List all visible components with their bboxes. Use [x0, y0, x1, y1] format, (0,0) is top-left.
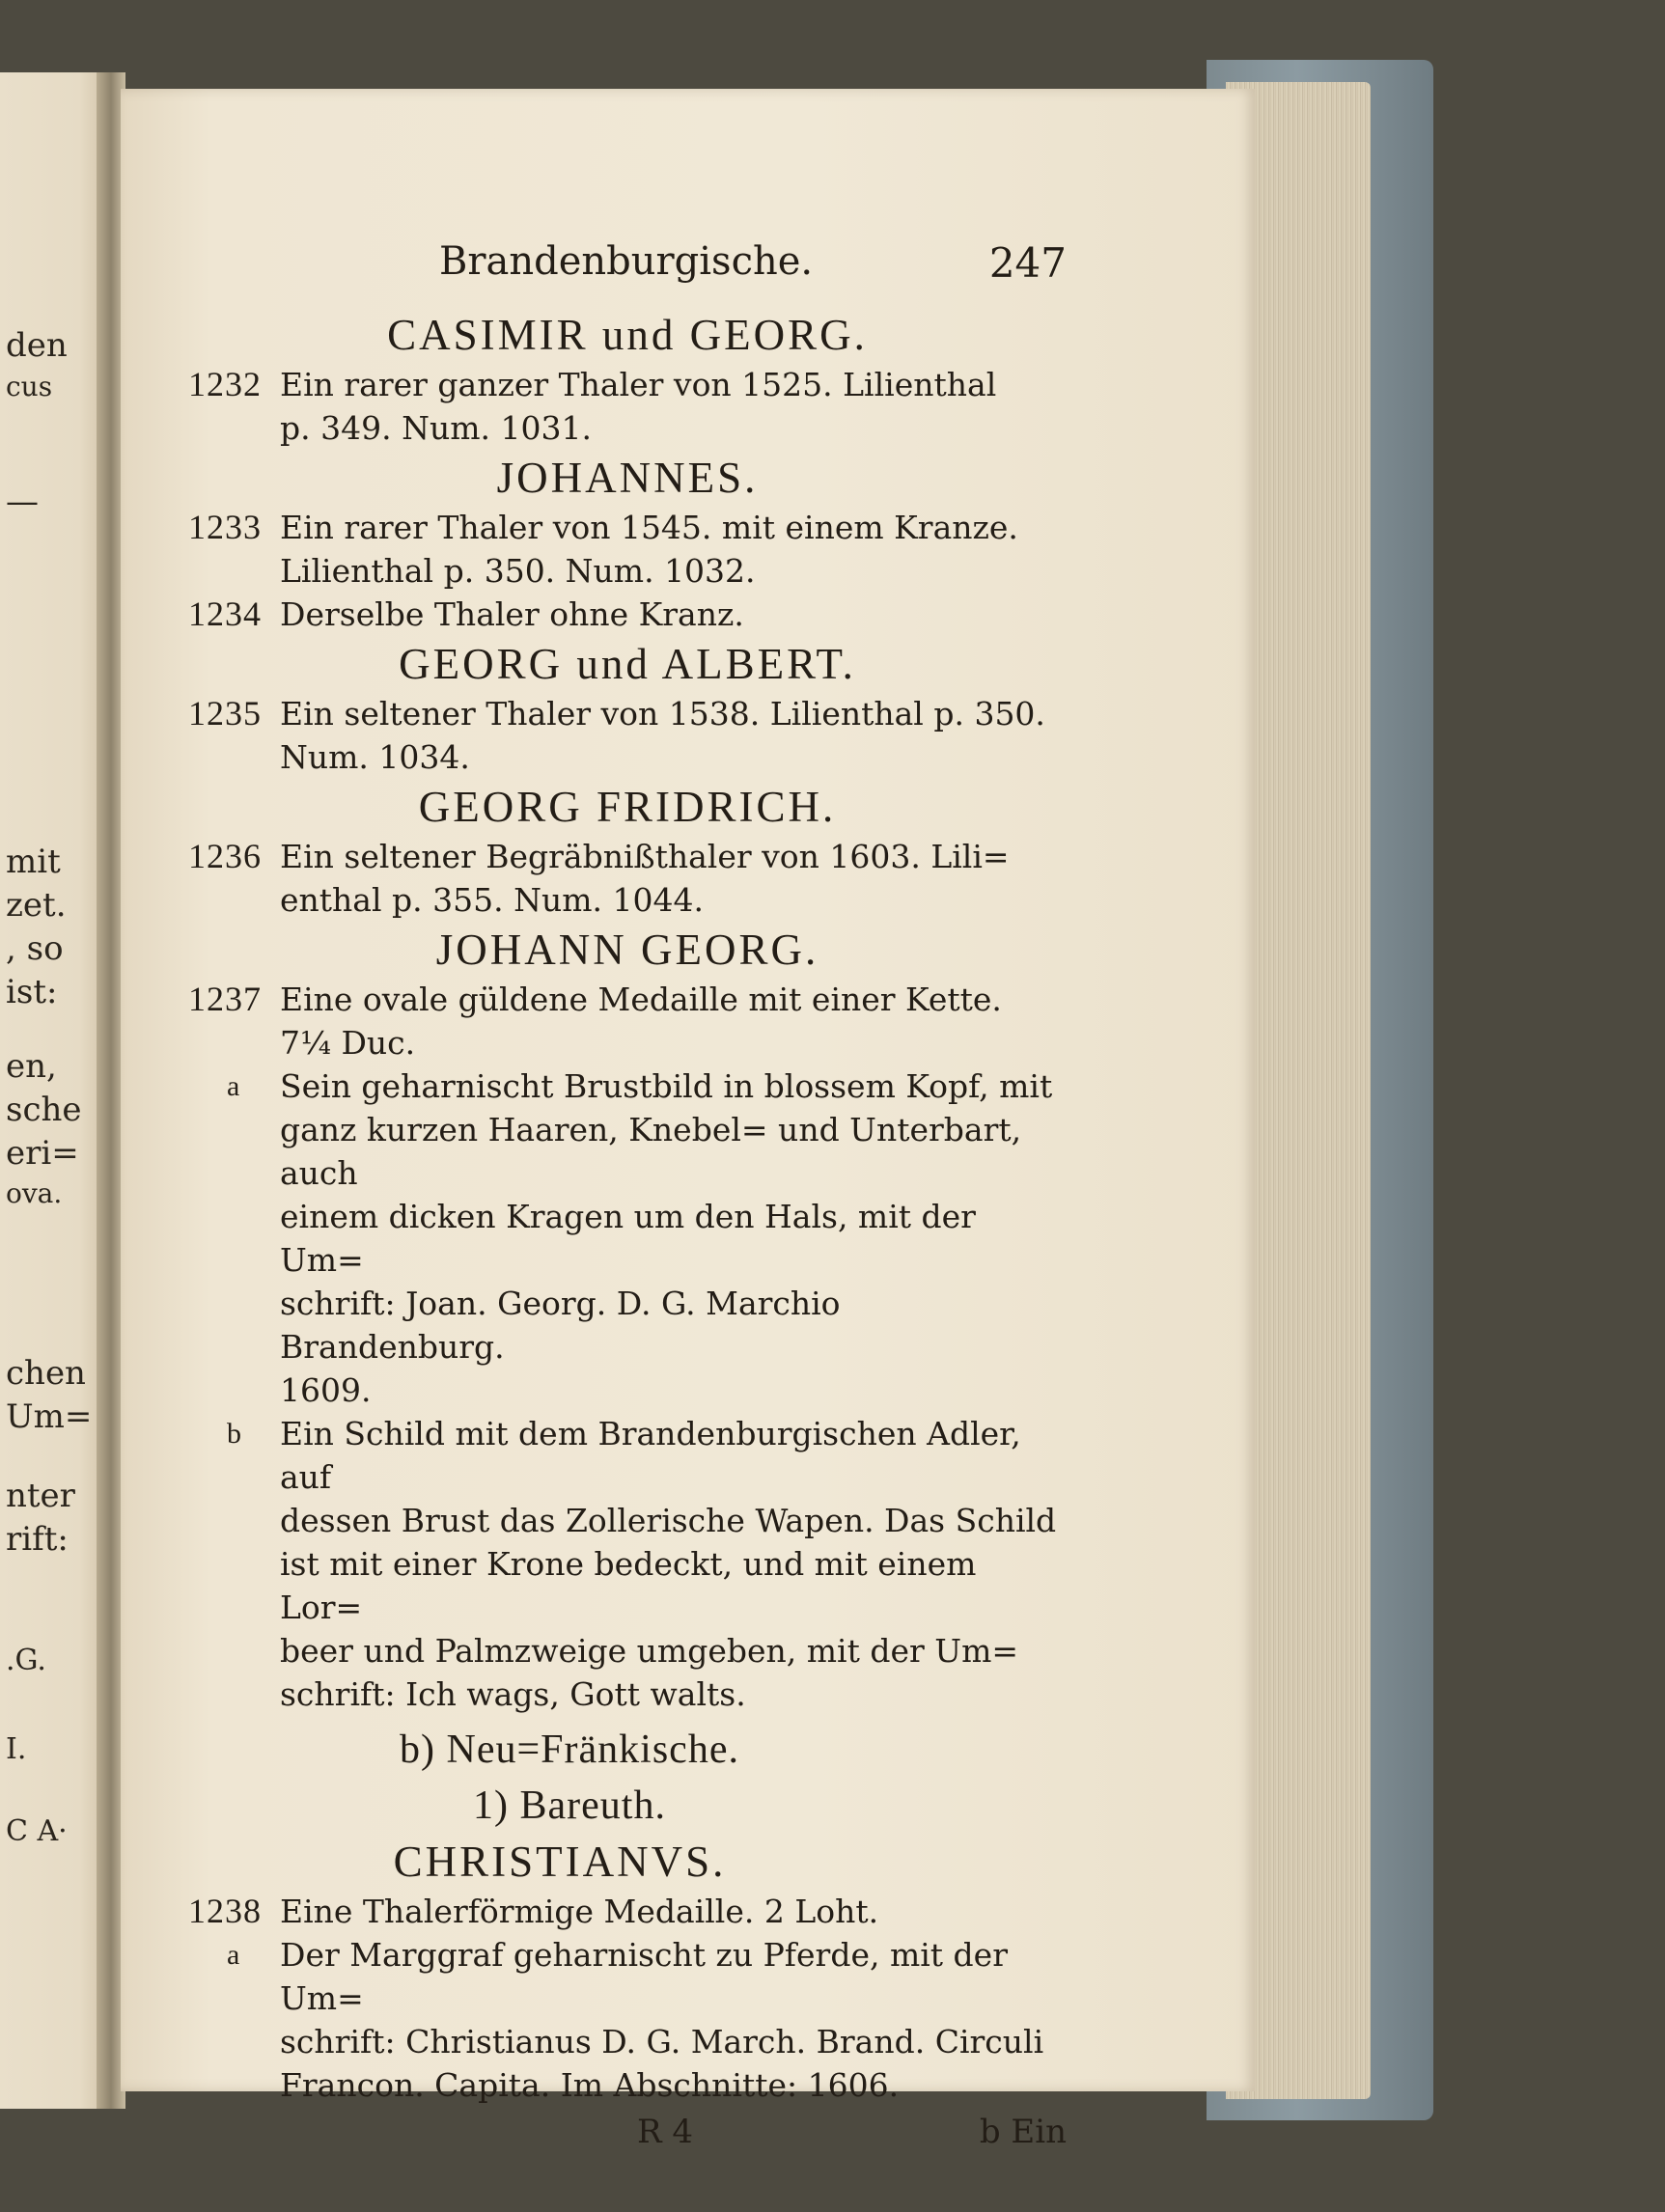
description-line: Francon. Capita. Im Abschnitte: 1606. — [280, 2066, 900, 2104]
catalog-entry — [188, 506, 1067, 593]
entry-line: Eine ovale güldene Medaille mit einer Kette. — [280, 981, 1002, 1018]
left-fragment: nter — [6, 1477, 75, 1515]
entry-line: enthal p. 355. Num. 1044. — [280, 881, 704, 919]
left-fragment: C A· — [6, 1814, 68, 1848]
entry-line: Ein seltener Thaler von 1538. Lilienthal p. 350. — [280, 695, 1045, 733]
left-fragment: rift: — [6, 1520, 69, 1559]
left-fragment: eri= — [6, 1134, 79, 1173]
description-line: schrift: Christianus D. G. March. Brand. Circuli — [280, 2023, 1044, 2060]
catalog-entry — [188, 1890, 1067, 1933]
catchword: b Ein — [979, 2113, 1067, 2151]
left-fragment: sche — [6, 1091, 82, 1129]
entry-line: Num. 1034. — [280, 738, 470, 776]
description-letter: b — [227, 1418, 241, 1450]
description-line: 1609. — [280, 1371, 372, 1409]
entry-number: 1238 — [188, 1892, 262, 1930]
left-fragment: den — [6, 326, 68, 365]
left-fragment: .G. — [6, 1644, 46, 1677]
entry-line: Ein rarer Thaler von 1545. mit einem Kranze. — [280, 509, 1018, 546]
left-fragment: , so — [6, 929, 64, 968]
description-line: Ein Schild mit dem Brandenburgischen Adler, auf — [280, 1415, 1021, 1496]
running-title: Brandenburgische. — [439, 239, 814, 284]
entry-number: 1232 — [188, 365, 262, 403]
description-line: schrift: Joan. Georg. D. G. Marchio Brandenburg. — [280, 1285, 841, 1366]
section-heading: JOHANNES. — [496, 454, 759, 502]
description-line: beer und Palmzweige umgeben, mit der Um= — [280, 1632, 1019, 1670]
entry-number: 1237 — [188, 980, 262, 1018]
entry-line: Derselbe Thaler ohne Kranz. — [280, 595, 744, 633]
left-fragment: zet. — [6, 886, 67, 925]
description-line: ganz kurzen Haaren, Knebel= und Unterbart, auch — [280, 1111, 1022, 1192]
left-fragment: ova. — [6, 1177, 63, 1209]
description-line: dessen Brust das Zollerische Wapen. Das Schild — [280, 1502, 1057, 1539]
description-line: einem dicken Kragen um den Hals, mit der Um= — [280, 1198, 976, 1279]
running-head — [188, 239, 1067, 307]
left-fragment: mit — [6, 843, 61, 881]
entry-number: 1234 — [188, 594, 262, 633]
entry-line: Eine Thalerförmige Medaille. 2 Loht. — [280, 1893, 879, 1930]
entry-number: 1236 — [188, 837, 262, 875]
page-footer — [188, 2113, 1067, 2161]
entry-line: p. 349. Num. 1031. — [280, 409, 592, 447]
entry-number: 1235 — [188, 694, 262, 733]
section-heading: CASIMIR und GEORG. — [387, 311, 868, 359]
entry-description — [188, 1412, 1067, 1716]
subsection-heading: b) Neu=Fränkische. — [400, 1728, 739, 1772]
section-heading: CHRISTIANVS. — [393, 1838, 727, 1886]
section-heading: JOHANN GEORG. — [435, 926, 819, 974]
catalog-entry — [188, 978, 1067, 1065]
left-fragment: ist: — [6, 973, 58, 1011]
entry-description — [188, 1933, 1067, 2107]
catalog-entry — [188, 593, 1067, 636]
left-fragment: I. — [6, 1732, 27, 1766]
entry-number: 1233 — [188, 508, 262, 546]
description-letter: a — [227, 1939, 240, 1971]
entry-line: Lilienthal p. 350. Num. 1032. — [280, 552, 756, 590]
catalog-entry — [188, 835, 1067, 922]
signature-mark: R 4 — [637, 2113, 694, 2151]
page-content — [188, 239, 1067, 2161]
catalog-entry — [188, 363, 1067, 450]
entry-line: Ein seltener Begräbnißthaler von 1603. Lili= — [280, 838, 1010, 875]
description-line: schrift: Ich wags, Gott walts. — [280, 1675, 746, 1713]
page-number: 247 — [988, 239, 1067, 287]
left-fragment: chen — [6, 1354, 86, 1393]
entry-line: Ein rarer ganzer Thaler von 1525. Lilienthal — [280, 366, 997, 403]
section-heading: GEORG FRIDRICH. — [418, 783, 837, 831]
catalog-entry — [188, 692, 1067, 779]
left-fragment: en, — [6, 1047, 57, 1086]
description-letter: a — [227, 1070, 240, 1102]
left-fragment: cus — [6, 371, 53, 402]
left-fragment: — — [6, 483, 39, 521]
description-line: Der Marggraf geharnischt zu Pferde, mit der Um= — [280, 1936, 1008, 2017]
subsection-heading: 1) Bareuth. — [473, 1783, 666, 1828]
entry-line: 7¼ Duc. — [280, 1024, 416, 1062]
left-fragment: Um= — [6, 1397, 93, 1436]
description-line: Sein geharnischt Brustbild in blossem Kopf, mit — [280, 1067, 1053, 1105]
entry-description — [188, 1065, 1067, 1412]
description-line: ist mit einer Krone bedeckt, und mit einem Lor= — [280, 1545, 977, 1626]
section-heading: GEORG und ALBERT. — [399, 640, 856, 688]
